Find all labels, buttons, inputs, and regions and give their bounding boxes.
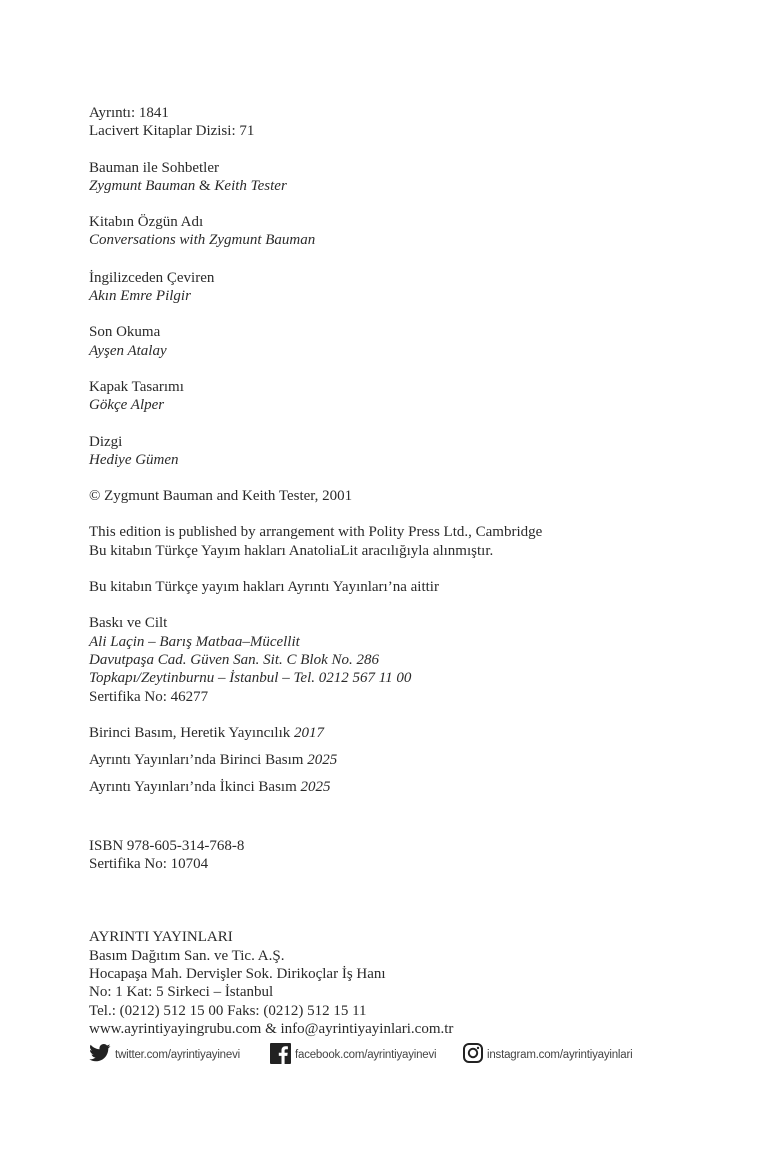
author-separator: & <box>195 177 215 194</box>
edition-year: 2017 <box>293 724 324 741</box>
original-title-value: Conversations with Zygmunt Bauman <box>89 232 316 249</box>
twitter-link[interactable] <box>89 1040 240 1066</box>
instagram-icon <box>463 1043 483 1063</box>
proofreading-label: Son Okuma <box>89 324 161 341</box>
copyright-block <box>89 487 729 505</box>
printer-name: Ali Laçin – Barış Matbaa–Mücellit <box>89 633 300 650</box>
edition-line <box>89 775 729 799</box>
copyright-notice: © Zygmunt Bauman and Keith Tester, 2001 <box>89 488 353 505</box>
instagram-link[interactable] <box>463 1040 632 1066</box>
arrangement-line: This edition is published by arrangement with Polity Press Ltd., Cambridge <box>89 524 543 541</box>
rights-block <box>89 578 729 596</box>
cover-designer-name: Gökçe Alper <box>89 397 165 414</box>
instagram-label: instagram.com/ayrintiyayinlari <box>487 1048 633 1061</box>
social-links <box>89 1040 729 1066</box>
editions-block <box>89 724 729 799</box>
printer-certificate: Sertifika No: 46277 <box>89 688 209 705</box>
series-info <box>89 104 729 141</box>
translator-block <box>89 269 729 306</box>
original-title-block <box>89 213 729 250</box>
book-title: Bauman ile Sohbetler <box>89 159 219 176</box>
facebook-icon <box>270 1043 291 1064</box>
edition-year: 2025 <box>307 751 338 768</box>
edition-text: Ayrıntı Yayınları’nda Birinci Basım <box>89 751 308 768</box>
edition-line <box>89 748 729 772</box>
original-title-label: Kitabın Özgün Adı <box>89 214 204 231</box>
edition-line <box>89 724 729 742</box>
typesetting-label: Dizgi <box>89 433 123 450</box>
facebook-link[interactable] <box>270 1040 436 1066</box>
publisher-phone: Tel.: (0212) 512 15 00 Faks: (0212) 512 15 11 <box>89 1002 367 1019</box>
series-number: Lacivert Kitaplar Dizisi: 71 <box>89 123 255 140</box>
book-info <box>89 159 729 196</box>
rights-notice: Bu kitabın Türkçe yayım hakları Ayrıntı Yayınları’na aittir <box>89 579 439 596</box>
twitter-label: twitter.com/ayrintiyayinevi <box>115 1048 240 1061</box>
author-name: Zygmunt Bauman <box>89 177 196 194</box>
publisher-name: AYRINTI YAYINLARI <box>89 929 233 946</box>
edition-year: 2025 <box>300 778 331 795</box>
twitter-icon <box>89 1044 111 1062</box>
isbn-certificate: Sertifika No: 10704 <box>89 856 209 873</box>
author-name: Keith Tester <box>214 177 287 194</box>
publisher-block <box>89 928 729 1038</box>
cover-design-label: Kapak Tasarımı <box>89 378 184 395</box>
isbn-number: ISBN 978-605-314-768-8 <box>89 837 245 854</box>
arrangement-block <box>89 523 729 560</box>
printing-label: Baskı ve Cilt <box>89 615 168 632</box>
printer-address: Davutpaşa Cad. Güven San. Sit. C Blok No. 286 <box>89 651 379 668</box>
catalog-number: Ayrıntı: 1841 <box>89 105 169 121</box>
edition-text: Birinci Basım, Heretik Yayıncılık <box>89 724 294 741</box>
publisher-address: Hocapaşa Mah. Dervişler Sok. Dirikoçlar İş Hanı <box>89 966 386 983</box>
typesetting-block <box>89 433 729 470</box>
proofreader-name: Ayşen Atalay <box>89 342 167 359</box>
printing-block <box>89 614 729 705</box>
typesetter-name: Hediye Gümen <box>89 451 179 468</box>
translator-label: İngilizceden Çeviren <box>89 269 215 286</box>
printer-address: Topkapı/Zeytinburnu – İstanbul – Tel. 0212 567 11 00 <box>89 670 412 687</box>
publisher-line: Basım Dağıtım San. ve Tic. A.Ş. <box>89 947 285 964</box>
translator-name: Akın Emre Pilgir <box>89 288 191 305</box>
book-authors <box>89 177 729 195</box>
proofreading-block <box>89 323 729 360</box>
publisher-web: www.ayrintiyayingrubu.com & info@ayrintiyayinlari.com.tr <box>89 1020 454 1037</box>
facebook-label: facebook.com/ayrintiyayinevi <box>295 1048 437 1061</box>
imprint-page <box>89 104 729 1038</box>
publisher-address: No: 1 Kat: 5 Sirkeci – İstanbul <box>89 984 274 1001</box>
arrangement-line: Bu kitabın Türkçe Yayım hakları AnatoliaLit aracılığıyla alınmıştır. <box>89 542 494 559</box>
isbn-block <box>89 837 729 874</box>
cover-design-block <box>89 378 729 415</box>
edition-text: Ayrıntı Yayınları’nda İkinci Basım <box>89 778 301 795</box>
